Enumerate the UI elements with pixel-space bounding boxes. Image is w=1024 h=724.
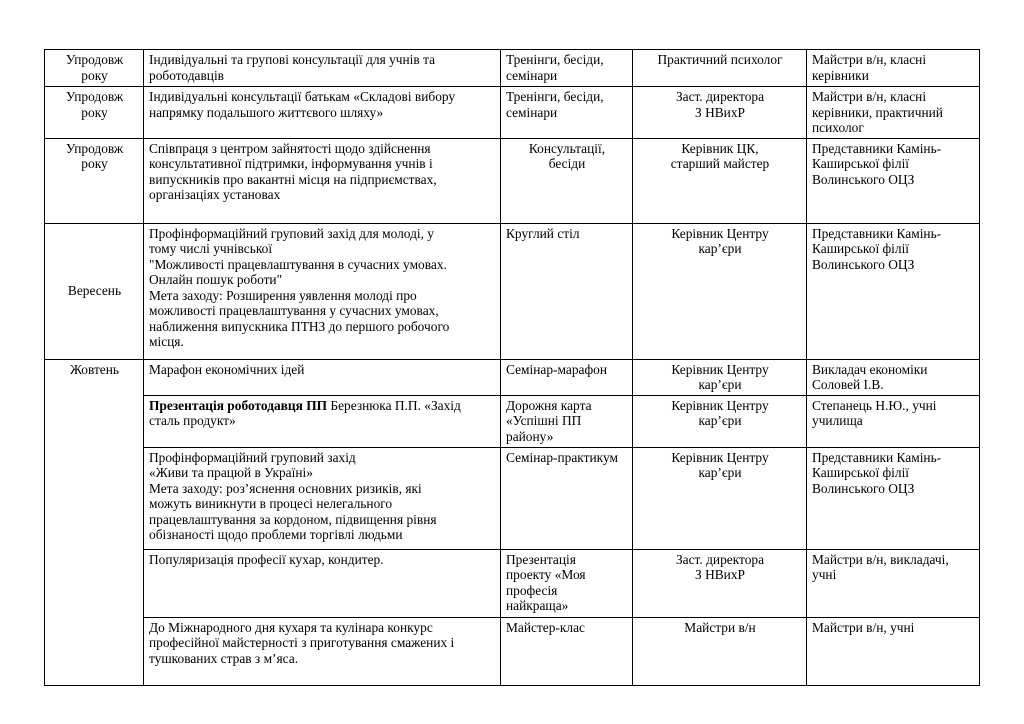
responsible-cell: Заст. директора З НВихР <box>633 549 807 617</box>
responsible-cell: Керівник Центру кар’єри <box>633 447 807 549</box>
activity-cell: До Міжнародного дня кухаря та кулінара конкурс професійної майстерності з приготування смажених і тушкованих страв з м’яса. <box>144 617 501 685</box>
table-row <box>45 447 980 549</box>
table-row <box>45 549 980 617</box>
table-row <box>45 87 980 139</box>
career-guidance-plan-table <box>44 49 980 686</box>
term-cell: Упродовж року <box>45 50 144 87</box>
participants-cell: Представники Камінь- Каширської філії Волинського ОЦЗ <box>807 223 980 359</box>
employer-presentation-bold: Презентація роботодавця ПП <box>149 397 328 413</box>
responsible-cell: Заст. директора З НВихР <box>633 87 807 139</box>
form-cell: Семінар-марафон <box>501 359 633 395</box>
participants-cell: Представники Камінь- Каширської філії Волинського ОЦЗ <box>807 447 980 549</box>
activity-cell: Співпраця з центром зайнятості щодо здійснення консультативної підтримки, інформування учнів і випускників про вакантні місця на підприємствах, організаціях установах <box>144 138 501 223</box>
term-cell: Вересень <box>45 223 144 359</box>
participants-cell: Майстри в/н, викладачі, учні <box>807 549 980 617</box>
form-cell: Дорожня карта «Успішні ПП району» <box>501 395 633 447</box>
participants-cell: Викладач економіки Соловей І.В. <box>807 359 980 395</box>
table-row <box>45 395 980 447</box>
responsible-cell: Керівник ЦК, старший майстер <box>633 138 807 223</box>
responsible-cell: Керівник Центру кар’єри <box>633 223 807 359</box>
table-row <box>45 138 980 223</box>
participants-cell: Майстри в/н, класні керівники, практичний психолог <box>807 87 980 139</box>
table-row <box>45 223 980 359</box>
activity-cell: Профінформаційний груповий захід для молоді, у тому числі учнівської "Можливості працевлаштування в сучасних умовах. Онлайн пошук роботи" Мета заходу: Розширення уявлення молоді про можливості працевлаштування у сучасних умовах, наближення випускника ПТНЗ до першого робочого місця. <box>144 223 501 359</box>
activity-cell: Індивідуальні та групові консультації для учнів та роботодавців <box>144 50 501 87</box>
responsible-cell: Керівник Центру кар’єри <box>633 359 807 395</box>
table-row <box>45 617 980 685</box>
activity-cell: Марафон економічних ідей <box>144 359 501 395</box>
participants-cell: Представники Камінь- Каширської філії Волинського ОЦЗ <box>807 138 980 223</box>
form-cell: Тренінги, бесіди, семінари <box>501 50 633 87</box>
participants-cell: Степанець Н.Ю., учні училища <box>807 395 980 447</box>
term-cell: Упродовж року <box>45 87 144 139</box>
table-row <box>45 50 980 87</box>
form-cell: Майстер-клас <box>501 617 633 685</box>
participants-cell: Майстри в/н, класні керівники <box>807 50 980 87</box>
form-cell: Консультації, бесіди <box>501 138 633 223</box>
form-cell: Тренінги, бесіди, семінари <box>501 87 633 139</box>
participants-cell: Майстри в/н, учні <box>807 617 980 685</box>
responsible-cell: Майстри в/н <box>633 617 807 685</box>
form-cell: Презентація проекту «Моя професія найкраща» <box>501 549 633 617</box>
table-row <box>45 359 980 395</box>
activity-cell: Презентація роботодавця ПП Березнюка П.П. «Захід сталь продукт» <box>144 395 501 447</box>
responsible-cell: Практичний психолог <box>633 50 807 87</box>
form-cell: Семінар-практикум <box>501 447 633 549</box>
responsible-cell: Керівник Центру кар’єри <box>633 395 807 447</box>
activity-cell: Індивідуальні консультації батькам «Складові вибору напрямку подальшого життєвого шляху» <box>144 87 501 139</box>
activity-cell: Профінформаційний груповий захід «Живи та працюй в Україні» Мета заходу: роз’яснення основних ризиків, які можуть виникнути в процесі нелегального працевлаштування за кордоном, підвищення рівня обізнаності щодо проблеми торгівлі людьми <box>144 447 501 549</box>
activity-cell: Популяризація професії кухар, кондитер. <box>144 549 501 617</box>
form-cell: Круглий стіл <box>501 223 633 359</box>
term-cell: Упродовж року <box>45 138 144 223</box>
term-cell: Жовтень <box>45 359 144 685</box>
